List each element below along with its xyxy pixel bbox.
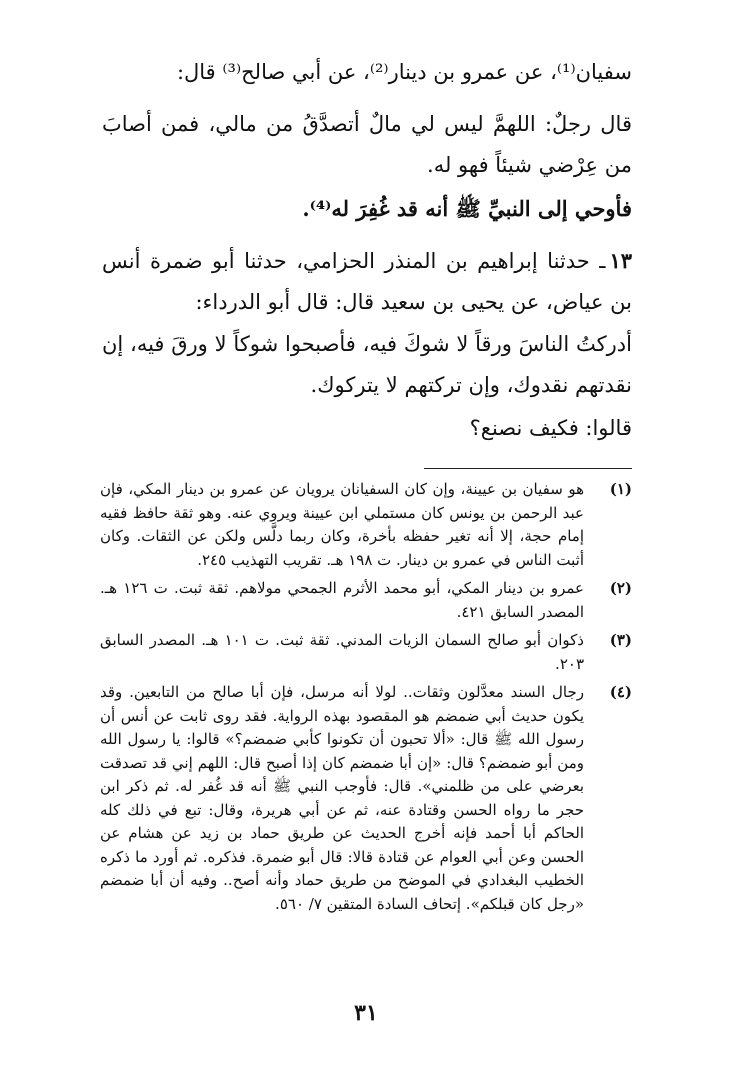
paragraph-abu-darda-saying: أدركتُ الناسَ ورقاً لا شوكَ فيه، فأصبحوا شوكاً لا ورقَ فيه، إن نقدتهم نقدوك، وإن تركتهم لا يتركوك. (102, 332, 632, 397)
footnote-text: ذكوان أبو صالح السمان الزيات المدني. ثقة ثبت. ت ١٠١ هـ. المصدر السابق ٢٠٣. (100, 631, 584, 673)
footnote-number: (١) (609, 480, 632, 498)
hadith-12-conclusion (102, 188, 632, 229)
isnad-continuation-line (102, 52, 632, 93)
hadith-13-chain: ـ حدثنا إبراهيم بن المنذر الحزامي، حدثنا أبو ضمرة أنس بن عياض، عن يحيى بن سعيد قال: قال أبو الدرداء: (102, 249, 632, 314)
hadith-13-body (102, 324, 632, 406)
intro-text: سفيان⁽¹⁾، عن عمرو بن دينار⁽²⁾، عن أبي صالح⁽³⁾ قال: (176, 60, 632, 84)
footnote-2 (100, 577, 632, 624)
footnote-separator-rule (424, 468, 632, 469)
footnote-text: رجال السند معدَّلون وثقات.. لولا أنه مرسل، فإن أبا صالح من التابعين. وقد يكون حديث أبي ضمضم هو المقصود بهذه الرواية. فقد روى ثابت عن أنس أن رسول الله ﷺ قال: «ألا تحبون أن تكونوا كأبي ضمضم؟» قالوا: يا رسول الله ومن أبو ضمضم؟ قال: «إن أبا ضمضم كان إذا أصبح قال: اللهم إني قد تصدقت بعرضي على من ظلمني». قال: فأوجب النبي ﷺ أنه قد غُفر له. ثم ذكر ابن حجر ما رواه الحسن وقتادة عنه، ثم عن أبي هريرة، وقال: تبع في ذلك كله الحاكم أبا أحمد فإنه أخرج الحديث عن طريق حماد بن زيد عن هشام عن الحسن وعن أبي العوام عن قتادة قالا: قال أبو ضمرة. فذكره. ثم أورد ما ذكره الخطيب البغدادي في الموضح من طريق حماد وأنه أصح.. وفيه أن أبا ضمضم «رجل كان قبلكم». إتحاف السادة المتقين ٧/ ٥٦٠. (100, 683, 584, 913)
footnote-1 (100, 478, 632, 572)
footnote-number: (٣) (609, 631, 632, 649)
hadith-13-isnad (102, 240, 632, 323)
page-number: ٣١ (354, 1000, 378, 1026)
footnotes-section (100, 478, 632, 921)
footnote-3 (100, 629, 632, 676)
footnote-number: (٢) (609, 579, 632, 597)
hadith-12-body (102, 104, 632, 186)
footnote-text: عمرو بن دينار المكي، أبو محمد الأثرم الجمحي مولاهم. ثقة ثبت. ت ١٢٦ هـ. المصدر السابق ٤٢١. (100, 579, 585, 621)
hadith-13-question (102, 408, 632, 449)
hadith-13-paragraph (102, 240, 632, 323)
paragraph-question: قالوا: فكيف نصنع؟ (469, 416, 632, 440)
footnote-4 (100, 681, 632, 916)
paragraph-prayer: قال رجلٌ: اللهمَّ ليس لي مالٌ أتصدَّقُ من مالي، فمن أصابَ من عِرْضي شيئاً فهو له. (102, 112, 632, 177)
paragraph-revelation: فأوحي إلى النبيِّ ﷺ أنه قد غُفِرَ له⁽⁴⁾. (302, 196, 632, 221)
footnote-text: هو سفيان بن عيينة، وإن كان السفيانان يرويان عن عمرو بن دينار المكي، فإن عبد الرحمن بن يونس كان مستملي ابن عيينة ويروي عنه. وهو ثقة حافظ فقيه إمام حجة، إلا أنه تغير حفظه بأخرة، وكان ربما دلَّس ولكن عن الثقات. وكان أثبت الناس في عمرو بن دينار. ت ١٩٨ هـ. تقريب التهذيب ٢٤٥. (100, 480, 584, 569)
footnote-number: (٤) (609, 683, 632, 701)
hadith-number: ١٣ (609, 248, 632, 273)
